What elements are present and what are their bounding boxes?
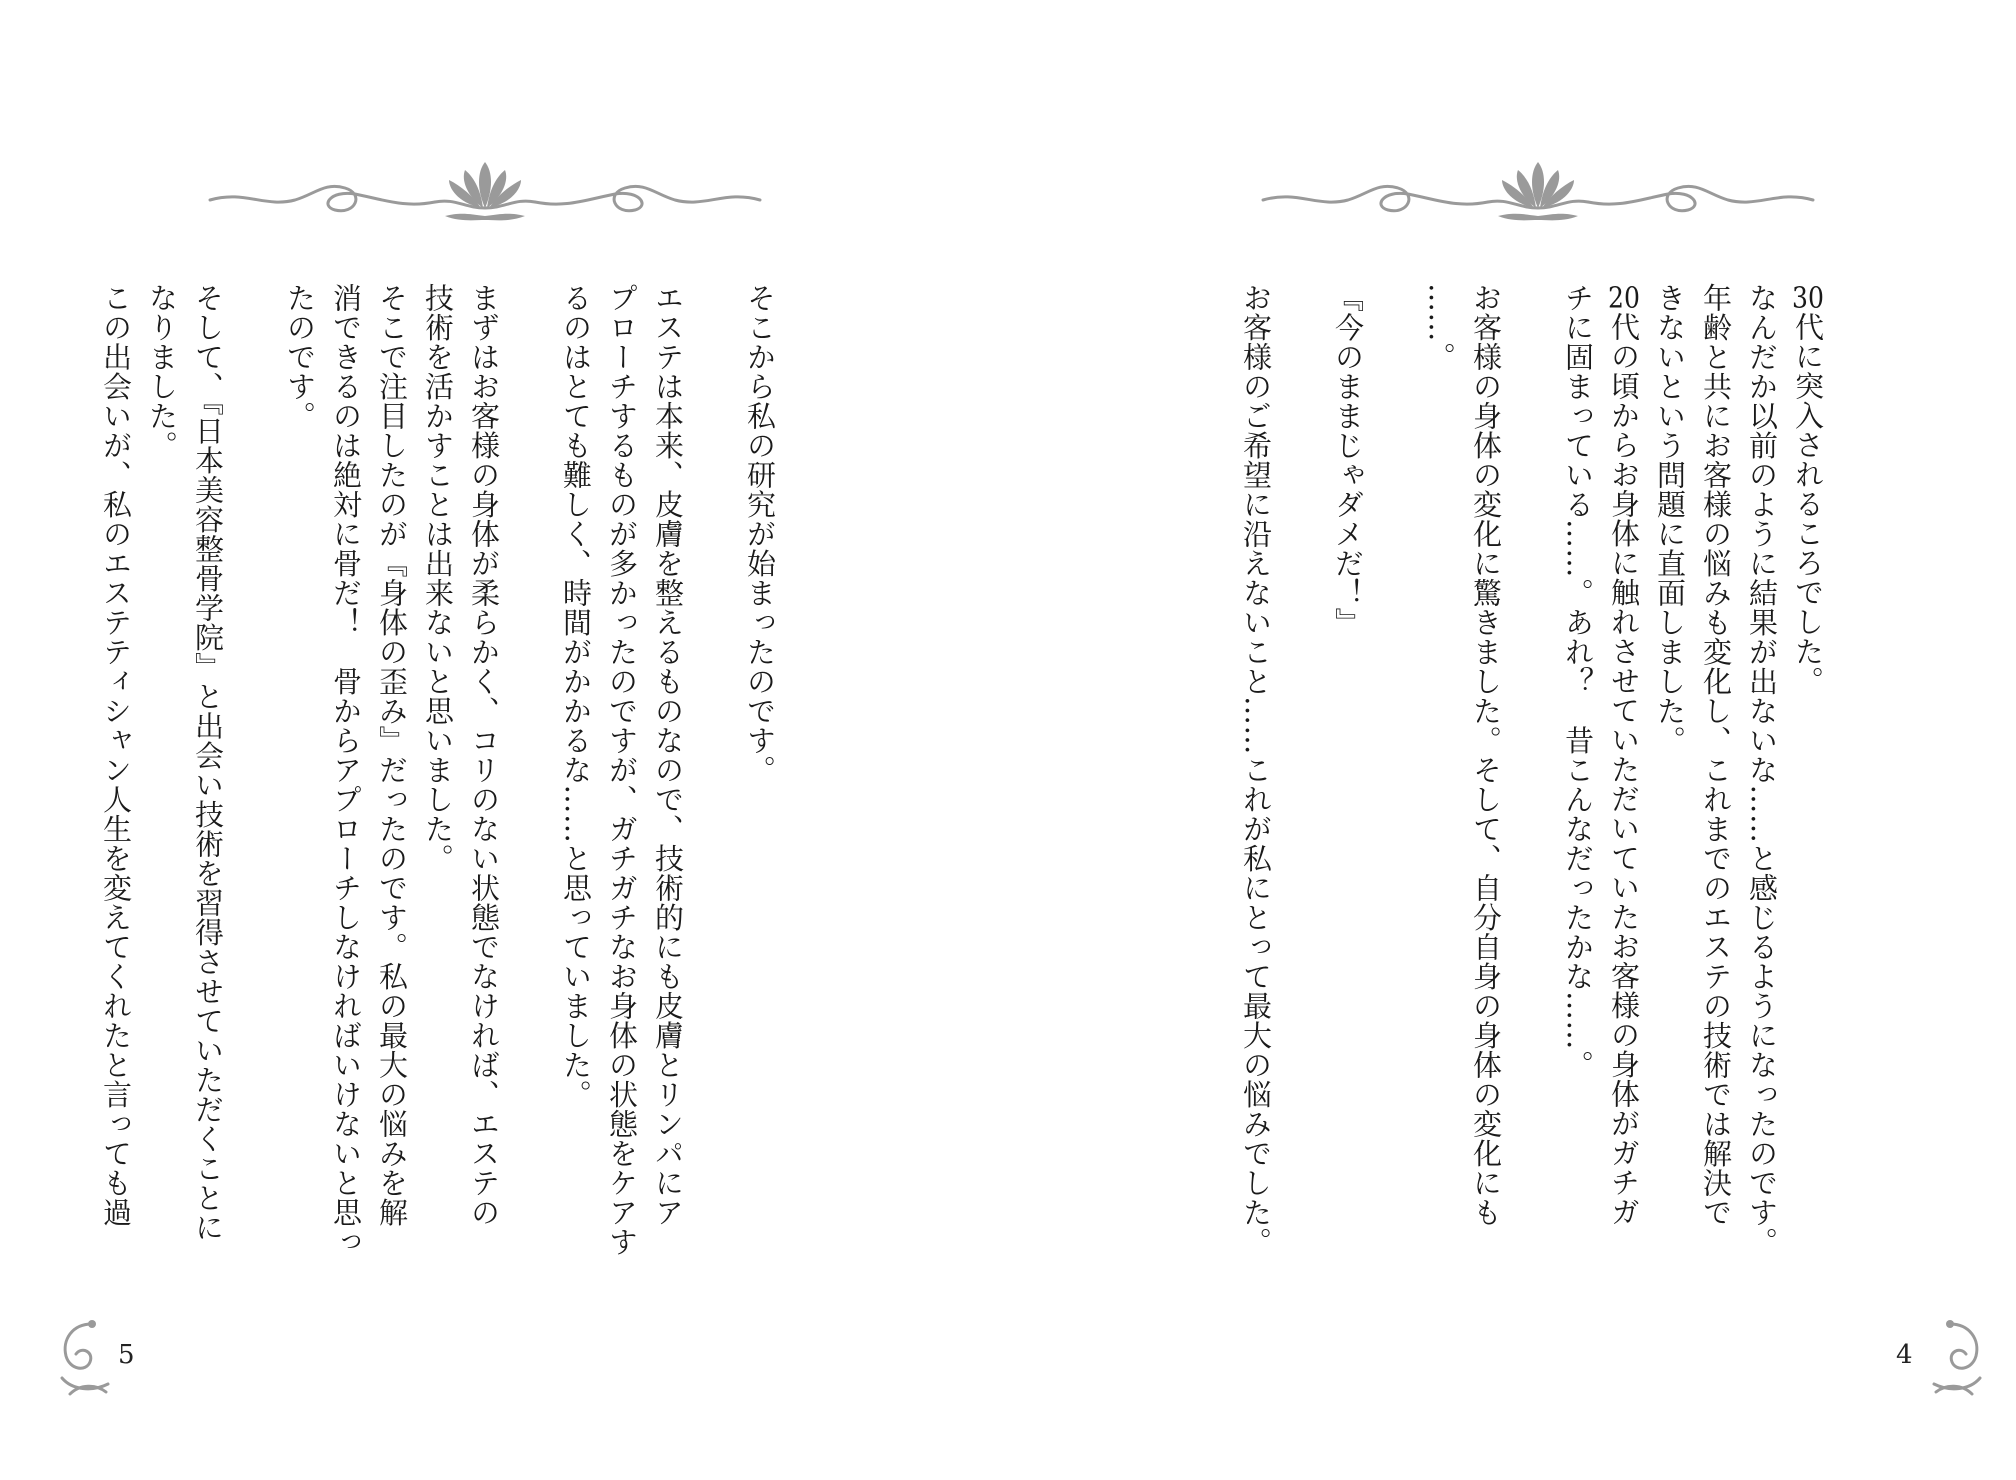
page-number: 5 xyxy=(118,1340,135,1370)
text-line: 年齢と共にお客様の悩みも変化し、これまでのエステの技術では解決で xyxy=(1699,283,1733,1227)
text-line: るのはとても難しく、時間がかかるな……と思っていました。 xyxy=(559,283,593,1109)
text-line: そこから私の研究が始まったのです。 xyxy=(743,283,777,785)
text-line: プローチするものが多かったのですが、ガチガチなお身体の状態をケアす xyxy=(605,283,639,1257)
flourish-ornament-icon xyxy=(1258,160,1818,230)
text-line: この出会いが、私のエステティシャン人生を変えてくれたと言っても過 xyxy=(99,283,133,1227)
numeral: 20 xyxy=(1608,283,1640,312)
text-line: 消できるのは絶対に骨だ！ 骨からアプローチしなければいけないと思っ xyxy=(329,283,363,1257)
text-line: お客様の身体の変化に驚きました。そして、自分自身の身体の変化にも xyxy=(1469,283,1503,1227)
text-line: なんだか以前のように結果が出ないな……と感じるようになったのです。 xyxy=(1745,283,1779,1257)
text-line: チに固まっている……。あれ？ 昔こんなだったかな……。 xyxy=(1561,283,1595,1080)
text-line xyxy=(1788,283,1828,696)
text-line: 技術を活かすことは出来ないと思いました。 xyxy=(421,283,455,873)
corner-flourish-icon xyxy=(52,1318,122,1398)
text-line: そこで注目したのが『身体の歪み』だったのです。私の最大の悩みを解 xyxy=(375,283,409,1227)
body-text xyxy=(99,283,780,1257)
line-text: 代の頃からお身体に触れさせていただいていたお客様の身体がガチガ xyxy=(1607,312,1641,1227)
page-number: 4 xyxy=(1896,1340,1913,1370)
text-line: なりました。 xyxy=(145,283,179,460)
text-line: そして、『日本美容整骨学院』と出会い技術を習得させていただくことに xyxy=(191,283,225,1242)
text-line: ……。 xyxy=(1423,283,1457,372)
text-line: 『今のままじゃダメだ！』 xyxy=(1331,283,1365,637)
flourish-ornament-icon xyxy=(205,160,765,230)
body-text xyxy=(1188,283,1828,1257)
text-line: エステは本来、皮膚を整えるものなので、技術的にも皮膚とリンパにア xyxy=(651,283,685,1227)
text-line xyxy=(1604,283,1644,1227)
right-page xyxy=(1008,0,2016,1480)
text-line: たのです。 xyxy=(283,283,317,431)
text-line: きないという問題に直面しました。 xyxy=(1653,283,1687,755)
text-line: まずはお客様の身体が柔らかく、コリのない状態でなければ、エステの xyxy=(467,283,501,1227)
text-line: お客様のご希望に沿えないこと……これが私にとって最大の悩みでした。 xyxy=(1239,283,1273,1257)
line-text: 代に突入されるころでした。 xyxy=(1791,312,1825,696)
numeral: 30 xyxy=(1792,283,1824,312)
corner-flourish-icon xyxy=(1920,1318,1990,1398)
